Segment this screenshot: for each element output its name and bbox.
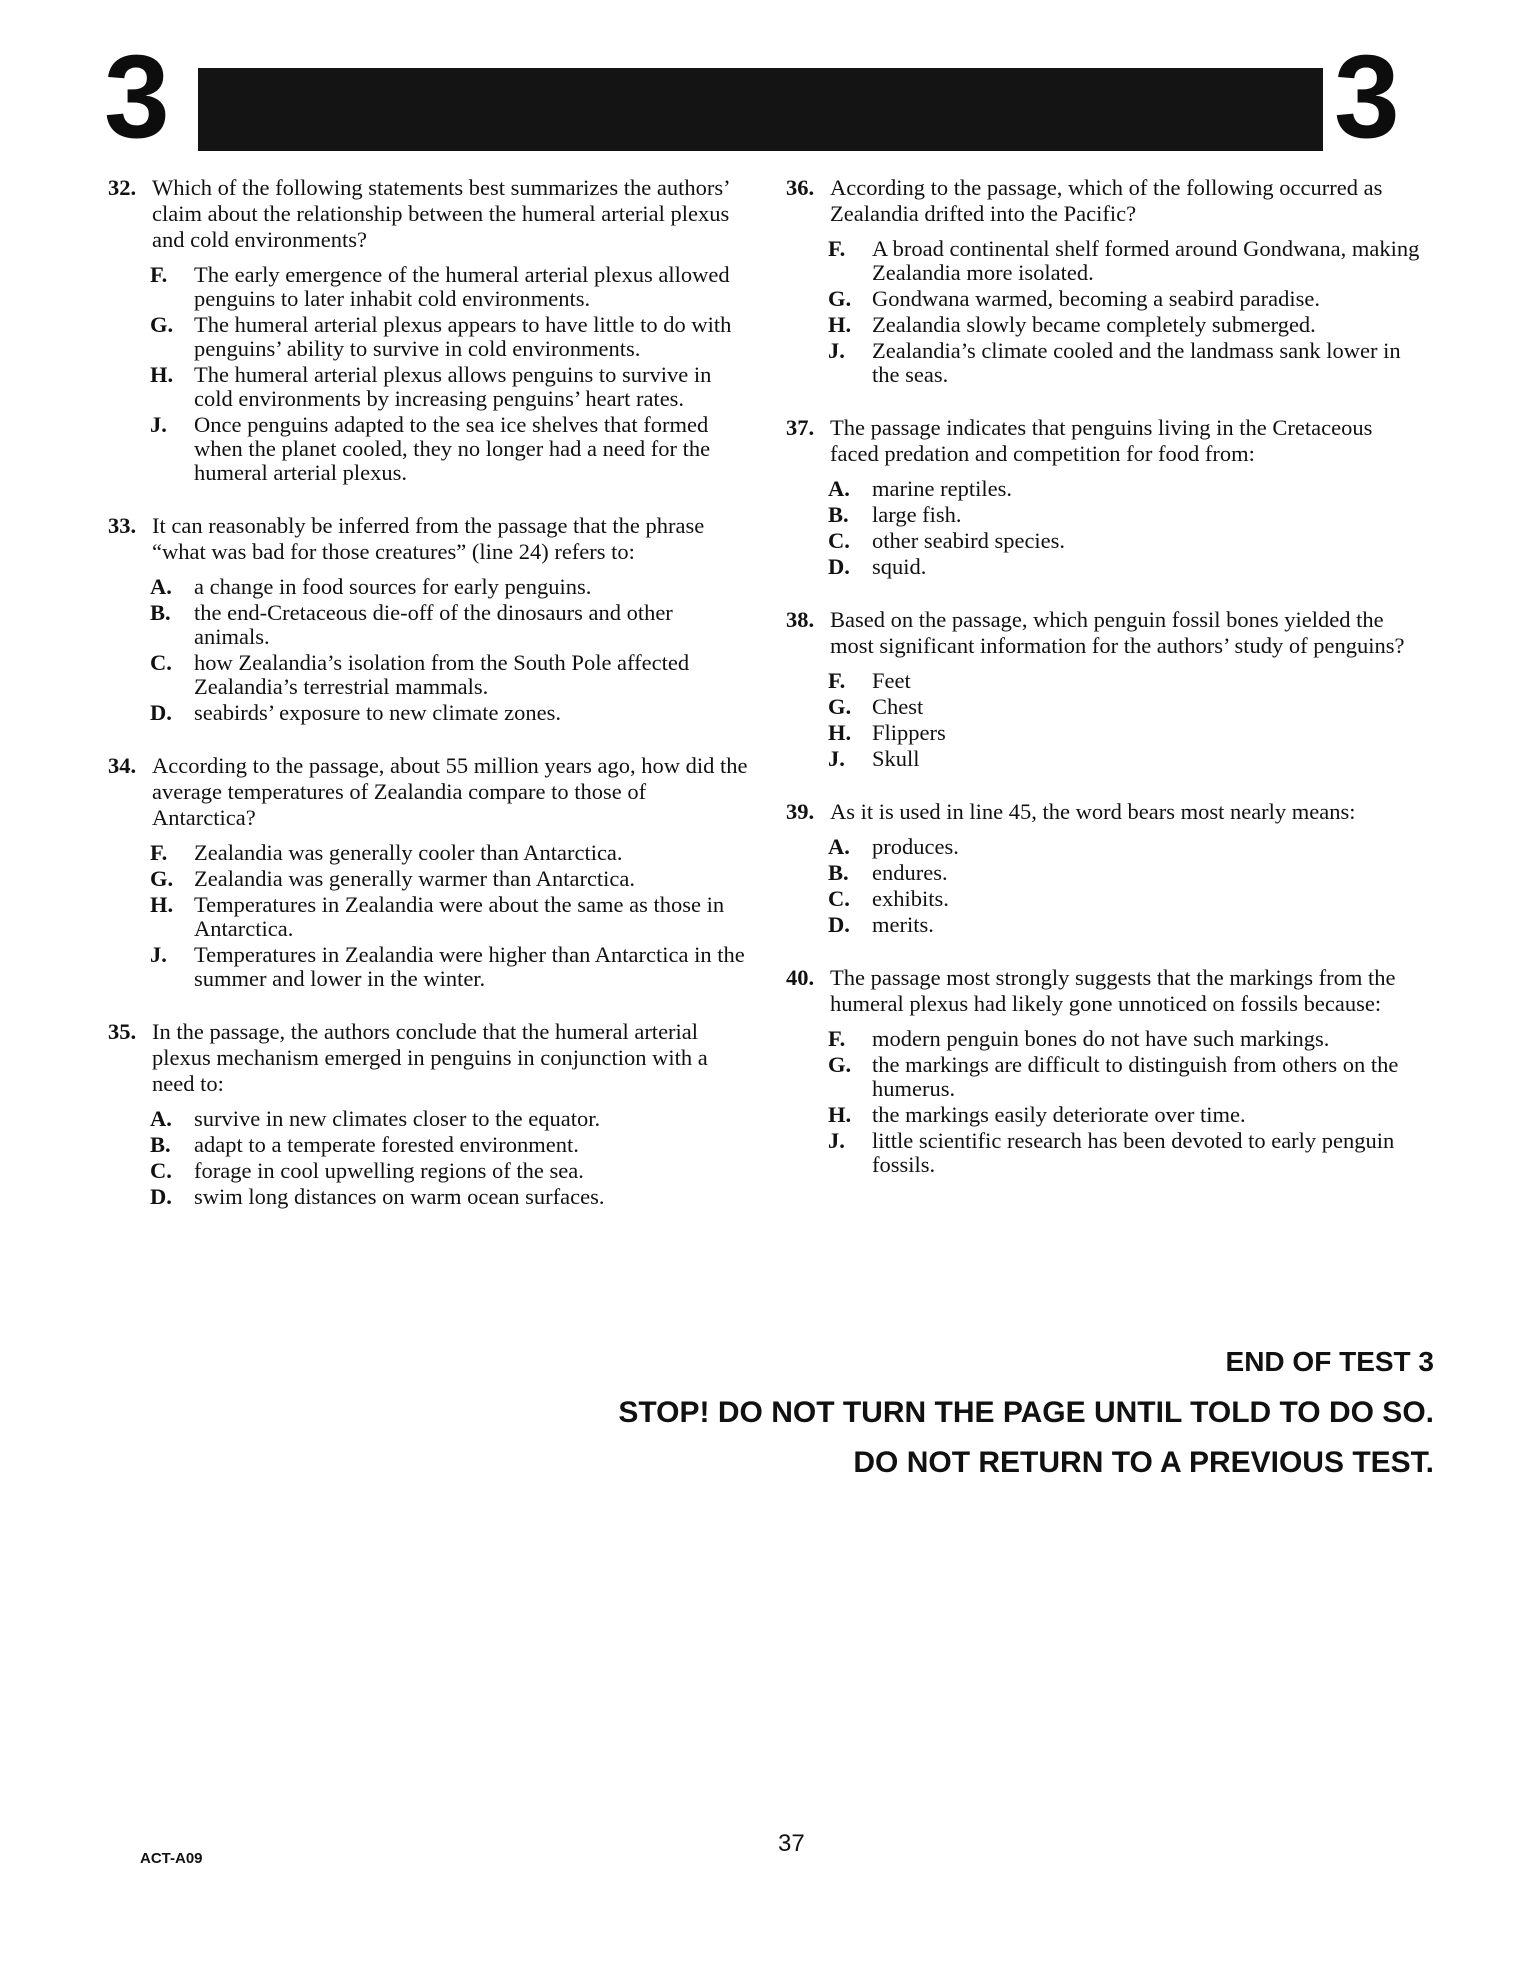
question-text: In the passage, the authors conclude that the humeral arterial plexus mechanism emerged in penguins in conjunction with a need to: [152, 1019, 708, 1096]
question-stem [786, 175, 1426, 227]
question-number: 34. [108, 753, 137, 778]
answer-option [150, 1107, 748, 1131]
question-number: 37. [786, 415, 815, 440]
answer-option [828, 1027, 1426, 1051]
option-letter: A. [828, 834, 850, 859]
section-header-bar [198, 68, 1323, 151]
question [786, 175, 1426, 387]
answer-option [828, 747, 1426, 771]
question-text: As it is used in line 45, the word bears most nearly means: [830, 799, 1356, 824]
question-number: 33. [108, 513, 137, 538]
option-letter: B. [150, 600, 171, 625]
option-letter: F. [828, 668, 846, 693]
answer-options [108, 841, 748, 991]
option-text: seabirds’ exposure to new climate zones. [194, 700, 561, 725]
option-text: The humeral arterial plexus allows penguins to survive in cold environments by increasing penguins’ heart rates. [194, 362, 712, 411]
option-letter: B. [828, 502, 849, 527]
option-letter: D. [150, 700, 172, 725]
question [108, 175, 748, 485]
option-letter: J. [828, 1128, 845, 1153]
option-letter: F. [828, 1026, 846, 1051]
option-text: produces. [872, 834, 959, 859]
option-text: Temperatures in Zealandia were higher than Antarctica in the summer and lower in the winter. [194, 942, 745, 991]
answer-option [828, 477, 1426, 501]
option-letter: A. [828, 476, 850, 501]
question-text: Based on the passage, which penguin fossil bones yielded the most significant information for the authors’ study of penguins? [830, 607, 1405, 658]
answer-option [828, 555, 1426, 579]
question-stem [786, 415, 1426, 467]
option-letter: G. [828, 694, 852, 719]
question-stem [108, 1019, 748, 1097]
option-text: Zealandia was generally cooler than Antarctica. [194, 840, 623, 865]
option-text: survive in new climates closer to the equator. [194, 1106, 601, 1131]
option-text: The early emergence of the humeral arterial plexus allowed penguins to later inhabit cold environments. [194, 262, 730, 311]
option-text: Once penguins adapted to the sea ice shelves that formed when the planet cooled, they no longer had a need for the humeral arterial plexus. [194, 412, 711, 485]
answer-option [150, 413, 748, 485]
option-text: Skull [872, 746, 920, 771]
question-number: 35. [108, 1019, 137, 1044]
answer-options [786, 237, 1426, 387]
answer-option [828, 339, 1426, 387]
return-instruction: DO NOT RETURN TO A PREVIOUS TEST. [853, 1446, 1434, 1479]
answer-option [828, 237, 1426, 285]
answer-option [828, 835, 1426, 859]
option-letter: C. [828, 528, 850, 553]
option-letter: C. [828, 886, 850, 911]
option-letter: H. [828, 1102, 852, 1127]
answer-option [150, 363, 748, 411]
answer-options [108, 575, 748, 725]
question-text: It can reasonably be inferred from the passage that the phrase “what was bad for those creatures” (line 24) refers to: [152, 513, 705, 564]
option-text: Flippers [872, 720, 946, 745]
option-letter: B. [150, 1132, 171, 1157]
option-letter: H. [828, 720, 852, 745]
option-text: exhibits. [872, 886, 949, 911]
answer-option [828, 913, 1426, 937]
option-text: swim long distances on warm ocean surfaces. [194, 1184, 605, 1209]
option-text: Zealandia’s climate cooled and the landmass sank lower in the seas. [872, 338, 1401, 387]
answer-option [150, 1159, 748, 1183]
question-text: The passage most strongly suggests that the markings from the humeral plexus had likely gone unnoticed on fossils because: [830, 965, 1396, 1016]
option-letter: F. [150, 262, 168, 287]
answer-option [828, 1103, 1426, 1127]
option-letter: A. [150, 1106, 172, 1131]
option-text: squid. [872, 554, 927, 579]
question [108, 513, 748, 725]
question-number: 36. [786, 175, 815, 200]
option-text: Zealandia slowly became completely submerged. [872, 312, 1316, 337]
answer-option [828, 721, 1426, 745]
option-text: endures. [872, 860, 948, 885]
question [108, 1019, 748, 1209]
option-text: Temperatures in Zealandia were about the same as those in Antarctica. [194, 892, 725, 941]
option-letter: C. [150, 1158, 172, 1183]
answer-option [150, 1185, 748, 1209]
option-letter: D. [150, 1184, 172, 1209]
option-letter: A. [150, 574, 172, 599]
answer-option [828, 887, 1426, 911]
question [108, 753, 748, 991]
option-letter: H. [150, 362, 174, 387]
answer-options [786, 1027, 1426, 1177]
option-text: little scientific research has been devoted to early penguin fossils. [872, 1128, 1395, 1177]
question-stem [108, 513, 748, 565]
option-text: Feet [872, 668, 911, 693]
form-code: ACT-A09 [140, 1850, 203, 1867]
option-letter: G. [150, 312, 174, 337]
option-text: merits. [872, 912, 934, 937]
question-stem [786, 607, 1426, 659]
answer-option [150, 313, 748, 361]
question-stem [786, 965, 1426, 1017]
section-number-right: 3 [1334, 31, 1400, 163]
option-letter: D. [828, 554, 850, 579]
stop-instruction: STOP! DO NOT TURN THE PAGE UNTIL TOLD TO DO SO. [618, 1396, 1434, 1429]
answer-option [150, 867, 748, 891]
right-question-column [786, 175, 1426, 1205]
question-number: 32. [108, 175, 137, 200]
option-letter: G. [828, 286, 852, 311]
option-text: Chest [872, 694, 924, 719]
answer-option [150, 943, 748, 991]
option-text: Gondwana warmed, becoming a seabird paradise. [872, 286, 1320, 311]
answer-option [150, 841, 748, 865]
option-text: the end-Cretaceous die-off of the dinosaurs and other animals. [194, 600, 673, 649]
option-text: The humeral arterial plexus appears to have little to do with penguins’ ability to survive in cold environments. [194, 312, 732, 361]
answer-option [150, 651, 748, 699]
option-text: Zealandia was generally warmer than Antarctica. [194, 866, 636, 891]
option-text: a change in food sources for early penguins. [194, 574, 592, 599]
option-letter: F. [150, 840, 168, 865]
answer-option [828, 313, 1426, 337]
question-text: According to the passage, about 55 million years ago, how did the average temperatures of Zealandia compare to those of Antarctica? [152, 753, 748, 830]
option-letter: H. [150, 892, 174, 917]
answer-options [108, 263, 748, 485]
option-text: marine reptiles. [872, 476, 1012, 501]
option-letter: F. [828, 236, 846, 261]
option-text: the markings easily deteriorate over time. [872, 1102, 1246, 1127]
question [786, 607, 1426, 771]
answer-options [786, 835, 1426, 937]
answer-options [786, 477, 1426, 579]
answer-option [150, 1133, 748, 1157]
answer-option [150, 601, 748, 649]
end-of-test-title: END OF TEST 3 [1225, 1346, 1434, 1377]
answer-option [828, 1129, 1426, 1177]
question-number: 39. [786, 799, 815, 824]
option-text: how Zealandia’s isolation from the South Pole affected Zealandia’s terrestrial mammals. [194, 650, 690, 699]
question-stem [786, 799, 1426, 825]
answer-option [828, 287, 1426, 311]
option-letter: C. [150, 650, 172, 675]
option-letter: G. [828, 1052, 852, 1077]
option-text: the markings are difficult to distinguish from others on the humerus. [872, 1052, 1399, 1101]
answer-options [108, 1107, 748, 1209]
option-letter: H. [828, 312, 852, 337]
question-text: Which of the following statements best summarizes the authors’ claim about the relationship between the humeral arterial plexus and cold environments? [152, 175, 730, 252]
question [786, 965, 1426, 1177]
option-text: forage in cool upwelling regions of the sea. [194, 1158, 584, 1183]
question-number: 38. [786, 607, 815, 632]
option-letter: J. [828, 746, 845, 771]
answer-option [828, 529, 1426, 553]
section-number-left: 3 [104, 31, 170, 163]
option-letter: J. [150, 942, 167, 967]
option-letter: G. [150, 866, 174, 891]
answer-option [828, 503, 1426, 527]
option-letter: D. [828, 912, 850, 937]
answer-option [828, 695, 1426, 719]
option-text: adapt to a temperate forested environment. [194, 1132, 579, 1157]
question-text: The passage indicates that penguins living in the Cretaceous faced predation and competition for food from: [830, 415, 1373, 466]
option-letter: J. [828, 338, 845, 363]
answer-options [786, 669, 1426, 771]
page-number: 37 [778, 1830, 805, 1857]
answer-option [150, 575, 748, 599]
question-stem [108, 175, 748, 253]
option-text: A broad continental shelf formed around Gondwana, making Zealandia more isolated. [872, 236, 1420, 285]
question [786, 415, 1426, 579]
answer-option [828, 1053, 1426, 1101]
option-text: modern penguin bones do not have such markings. [872, 1026, 1330, 1051]
question-number: 40. [786, 965, 815, 990]
answer-option [828, 669, 1426, 693]
left-question-column [108, 175, 748, 1237]
question-text: According to the passage, which of the following occurred as Zealandia drifted into the Pacific? [830, 175, 1383, 226]
answer-option [150, 893, 748, 941]
question-stem [108, 753, 748, 831]
option-letter: J. [150, 412, 167, 437]
option-text: other seabird species. [872, 528, 1066, 553]
question [786, 799, 1426, 937]
answer-option [828, 861, 1426, 885]
answer-option [150, 701, 748, 725]
answer-option [150, 263, 748, 311]
option-text: large fish. [872, 502, 962, 527]
end-of-test-notice [618, 1345, 1434, 1495]
option-letter: B. [828, 860, 849, 885]
